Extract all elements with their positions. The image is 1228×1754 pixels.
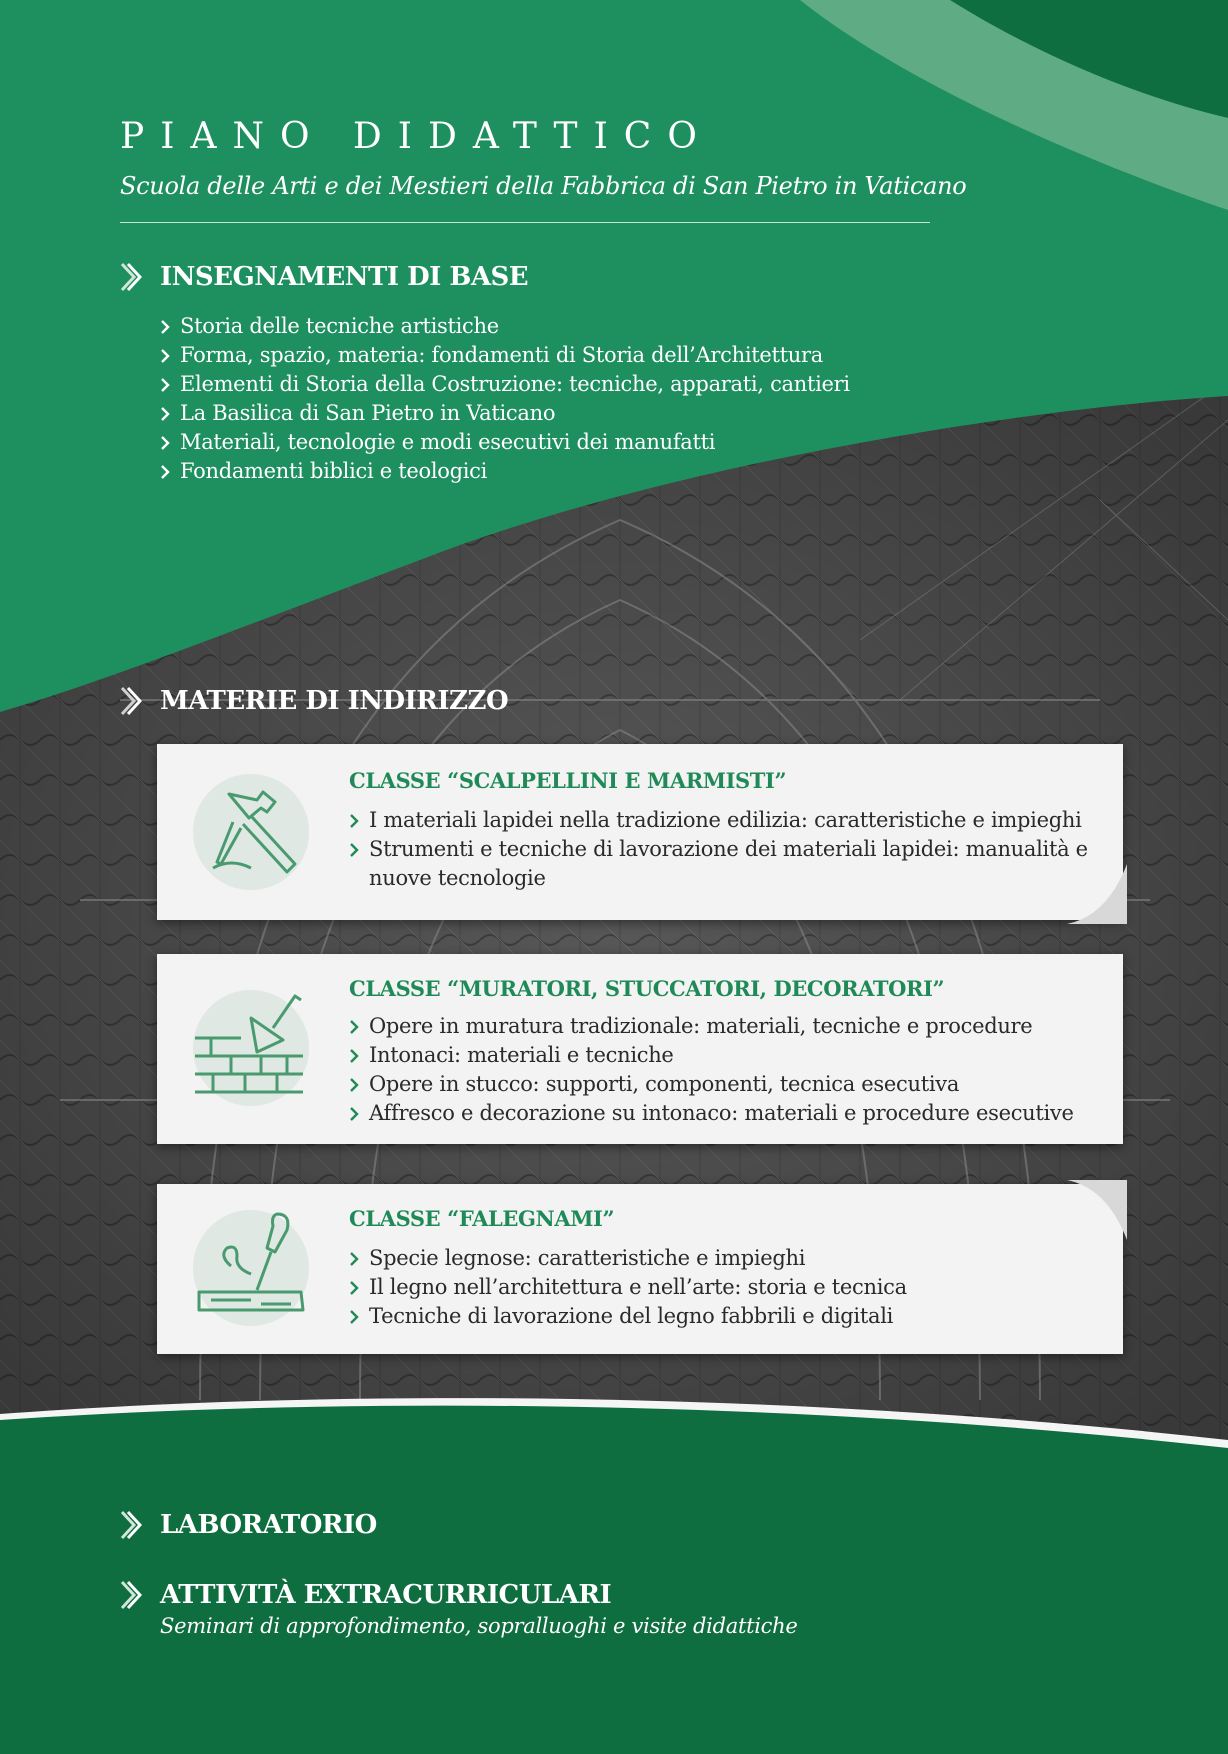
list-item — [160, 370, 850, 399]
section-laboratorio-heading — [120, 1510, 377, 1540]
extracurriculari-subtitle: Seminari di approfondimento, sopralluoghi e visite didattiche — [160, 1614, 798, 1638]
class-items-list — [349, 806, 1109, 893]
class-title: CLASSE “MURATORI, STUCCATORI, DECORATORI” — [349, 976, 945, 1001]
wood-chisel-icon — [191, 1208, 311, 1328]
bullet-chevron-icon — [160, 349, 170, 363]
list-item — [349, 835, 1109, 893]
list-item-label: La Basilica di San Pietro in Vaticano — [180, 401, 556, 425]
list-item — [349, 806, 1109, 835]
list-item-label: Opere in stucco: supporti, componenti, tecnica esecutiva — [369, 1072, 960, 1096]
list-item — [349, 1012, 1109, 1041]
bullet-chevron-icon — [160, 320, 170, 334]
list-item-label: Forma, spazio, materia: fondamenti di Storia dell’Architettura — [180, 343, 823, 367]
list-item — [160, 312, 850, 341]
list-item-label: Intonaci: materiali e tecniche — [369, 1043, 674, 1067]
class-card-scalpellini — [157, 744, 1123, 920]
bullet-chevron-icon — [349, 843, 359, 857]
bullet-chevron-icon — [160, 465, 170, 479]
page-curl-decoration — [1067, 864, 1127, 924]
bullet-chevron-icon — [349, 1310, 359, 1324]
list-item — [160, 341, 850, 370]
list-item-label: Tecniche di lavorazione del legno fabbrili e digitali — [369, 1304, 894, 1328]
section-heading-label: MATERIE DI INDIRIZZO — [160, 686, 509, 716]
list-item-label: I materiali lapidei nella tradizione edilizia: caratteristiche e impieghi — [369, 808, 1082, 832]
list-item — [349, 1302, 1109, 1331]
chevron-right-icon — [120, 1580, 142, 1610]
hammer-chisel-icon — [191, 772, 311, 892]
bullet-chevron-icon — [349, 814, 359, 828]
list-item-label: Specie legnose: caratteristiche e impieghi — [369, 1246, 806, 1270]
chevron-right-icon — [120, 1510, 142, 1540]
bullet-chevron-icon — [349, 1078, 359, 1092]
page-curl-decoration — [1067, 1180, 1127, 1240]
list-item-label: Elementi di Storia della Costruzione: tecniche, apparati, cantieri — [180, 372, 850, 396]
class-card-falegnami — [157, 1184, 1123, 1354]
list-item — [349, 1041, 1109, 1070]
list-item-label: Affresco e decorazione su intonaco: materiali e procedure esecutive — [369, 1101, 1074, 1125]
bullet-chevron-icon — [349, 1049, 359, 1063]
trowel-bricks-icon — [191, 988, 311, 1108]
list-item — [349, 1273, 1109, 1302]
section-heading-label: LABORATORIO — [160, 1510, 377, 1540]
class-items-list — [349, 1012, 1109, 1128]
section-materie-heading — [120, 686, 508, 716]
list-item-label: Materiali, tecnologie e modi esecutivi dei manufatti — [180, 430, 716, 454]
chevron-right-icon — [120, 262, 142, 292]
bullet-chevron-icon — [349, 1252, 359, 1266]
bullet-chevron-icon — [160, 436, 170, 450]
insegnamenti-list — [160, 312, 850, 486]
list-item-label: Fondamenti biblici e teologici — [180, 459, 488, 483]
chevron-right-icon — [120, 686, 142, 716]
page-title: PIANO DIDATTICO — [120, 116, 713, 157]
section-heading-label: INSEGNAMENTI DI BASE — [160, 262, 529, 292]
bullet-chevron-icon — [160, 378, 170, 392]
list-item-label: Opere in muratura tradizionale: materiali, tecniche e procedure — [369, 1014, 1033, 1038]
list-item-label: Storia delle tecniche artistiche — [180, 314, 499, 338]
page-subtitle: Scuola delle Arti e dei Mestieri della Fabbrica di San Pietro in Vaticano — [120, 172, 967, 200]
bullet-chevron-icon — [160, 407, 170, 421]
list-item-label: Strumenti e tecniche di lavorazione dei materiali lapidei: manualità e nuove tecnologie — [369, 837, 1088, 890]
class-title: CLASSE “SCALPELLINI E MARMISTI” — [349, 768, 787, 793]
class-items-list — [349, 1244, 1109, 1331]
list-item — [349, 1070, 1109, 1099]
bullet-chevron-icon — [349, 1107, 359, 1121]
section-heading-label: ATTIVITÀ EXTRACURRICULARI — [160, 1580, 612, 1610]
section-insegnamenti-heading — [120, 262, 528, 292]
list-item — [349, 1099, 1109, 1128]
bullet-chevron-icon — [349, 1281, 359, 1295]
list-item — [160, 457, 850, 486]
list-item-label: Il legno nell’architettura e nell’arte: storia e tecnica — [369, 1275, 907, 1299]
class-card-muratori — [157, 954, 1123, 1144]
list-item — [160, 428, 850, 457]
class-title: CLASSE “FALEGNAMI” — [349, 1206, 615, 1231]
list-item — [160, 399, 850, 428]
header-divider — [120, 222, 930, 223]
list-item — [349, 1244, 1109, 1273]
section-extracurriculari-heading — [120, 1580, 611, 1610]
bullet-chevron-icon — [349, 1020, 359, 1034]
